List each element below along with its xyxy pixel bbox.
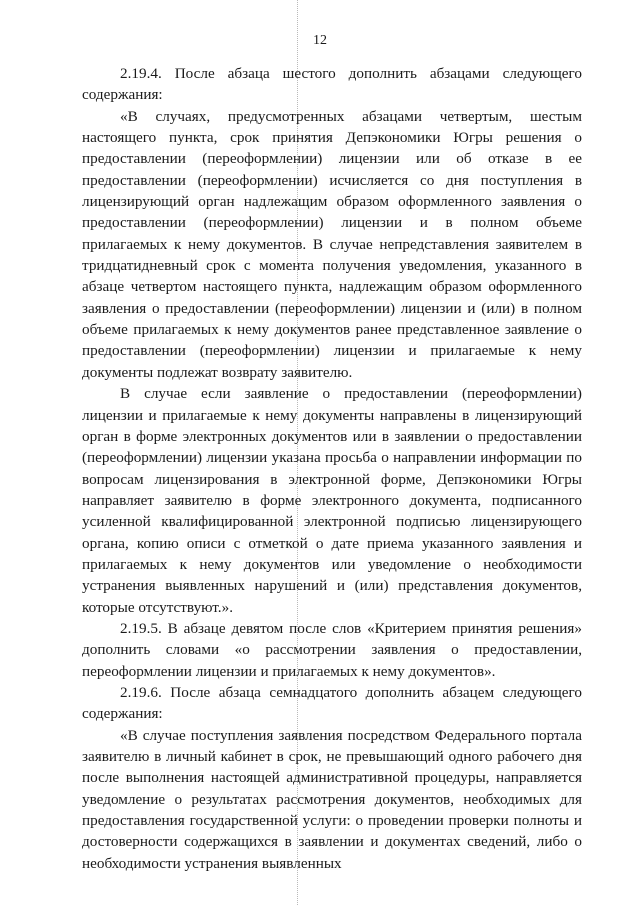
paragraph-electronic-documents: В случае если заявление о предоставлении (переоформлении) лицензии и прилагаемые к нему документы направлены в лицензирующий орган в форме электронных документов или в заявлении о предоставлении (переоформлении) лицензии указана просьба о направлении информации по вопросам лицензирования в электронной форме, Депэкономики Югры направляет заявителю в форме электронного документа, подписанного усиленной квалифицированной электронной подписью лицензирующего органа, копию описи с отметкой о дате приема указанного заявления и прилагаемых к нему документов или уведомление о необходимости устранения выявленных нарушений и (или) представления документов, которые отсутствуют.». — [82, 385, 582, 616]
paragraph-quote-cases: «В случаях, предусмотренных абзацами четвертым, шестым настоящего пункта, срок принятия Депэкономики Югры решения о предоставлении (переоформлении) лицензии или об отказе в ее предоставлении (переоформлении) исчисляется со дня поступления в лицензирующий орган надлежащим образом оформленного заявления о предоставлении (переоформлении) лицензии и в полном объеме прилагаемых к нему документов. В случае непредставления заявителем в тридцатидневный срок с момента получения уведомления, указанного в абзаце четвертом настоящего пункта, надлежащим образом оформленного заявления о предоставлении (переоформлении) лицензии и (или) в полном объеме прилагаемых к нему документов ранее представленное заявление о предоставлении (переоформлении) лицензии и прилагаемые к нему документы подлежат возврату заявителю. — [82, 107, 582, 381]
document-body — [82, 63, 582, 874]
paragraph-2-19-4: 2.19.4. После абзаца шестого дополнить абзацами следующего содержания: — [82, 65, 582, 104]
paragraph-2-19-5: 2.19.5. В абзаце девятом после слов «Критерием принятия решения» дополнить словами «о рассмотрении заявления о предоставлении, переоформлении лицензии и прилагаемых к нему документов». — [82, 619, 582, 680]
paragraph-quote-federal-portal: «В случае поступления заявления посредством Федерального портала заявителю в личный кабинет в срок, не превышающий одного рабочего дня после выполнения настоящей административной процедуры, направляется уведомление о результатах рассмотрения документов, необходимых для предоставления государственной услуги: о проведении проверки полноты и достоверности содержащихся в заявлении и документах сведений, либо о необходимости устранения выявленных — [82, 726, 582, 872]
page-number: 12 — [313, 33, 327, 48]
paragraph-2-19-6: 2.19.6. После абзаца семнадцатого дополнить абзацем следующего содержания: — [82, 683, 582, 723]
